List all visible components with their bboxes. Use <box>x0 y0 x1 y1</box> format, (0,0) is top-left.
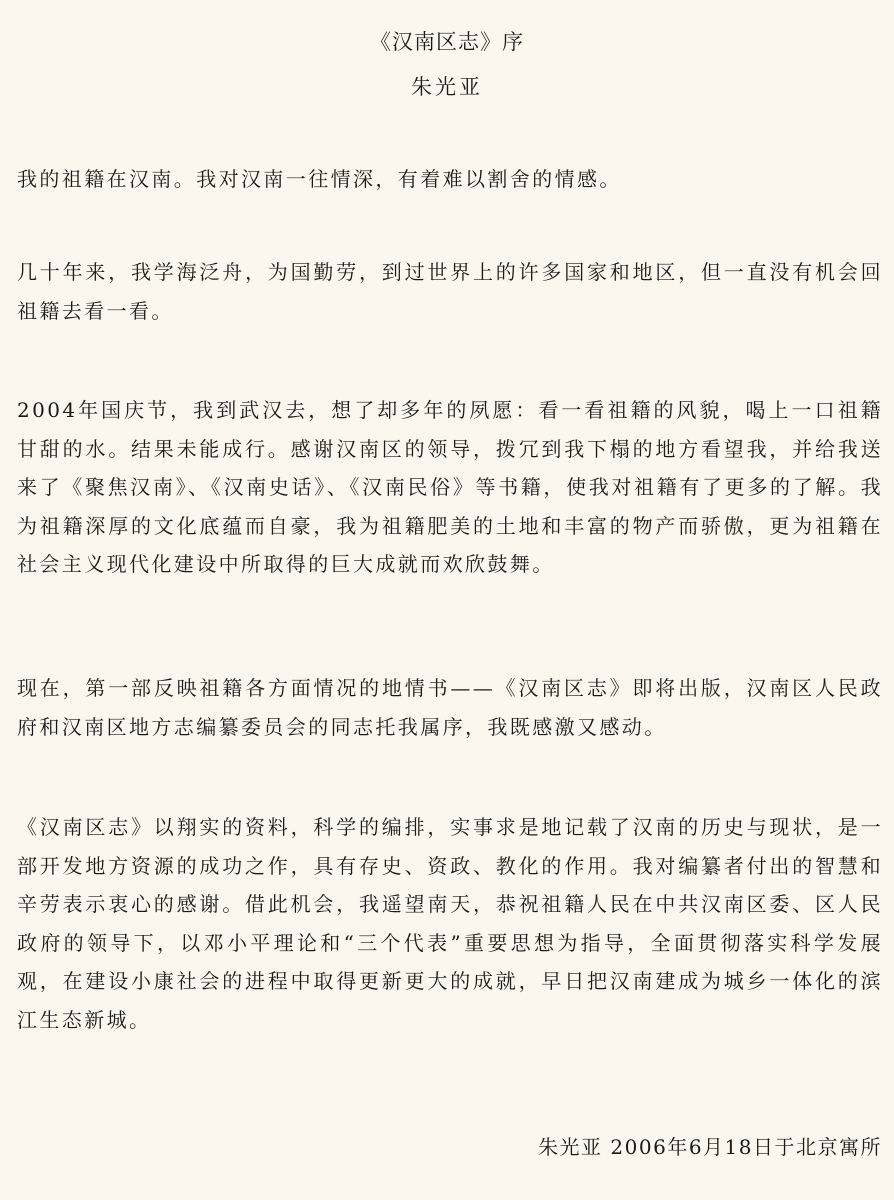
paragraph-5: 《汉南区志》以翔实的资料，科学的编排，实事求是地记载了汉南的历史与现状，是一部开发地方资源的成功之作，具有存史、资政、教化的作用。我对编纂者付出的智慧和辛劳表示衷心的感谢。借此机会，我遥望南天，恭祝祖籍人民在中共汉南区委、区人民政府的领导下，以邓小平理论和“三个代表”重要思想为指导，全面贯彻落实科学发展观，在建设小康社会的进程中取得更新更大的成就，早日把汉南建成为城乡一体化的滨江生态新城。 <box>17 815 883 1032</box>
author-name: 朱光亚 <box>411 75 483 99</box>
paragraph-2: 几十年来，我学海泛舟，为国勤劳，到过世界上的许多国家和地区，但一直没有机会回祖籍去看一看。 <box>17 260 883 323</box>
paragraph-3: 2004年国庆节，我到武汉去，想了却多年的夙愿：看一看祖籍的风貌，喝上一口祖籍甘甜的水。结果未能成行。感谢汉南区的领导，拨冗到我下榻的地方看望我，并给我送来了《聚焦汉南》、《汉南史话》、《汉南民俗》等书籍，使我对祖籍有了更多的了解。我为祖籍深厚的文化底蕴而自豪，我为祖籍肥美的土地和丰富的物产而骄傲，更为祖籍在社会主义现代化建设中所取得的巨大成就而欢欣鼓舞。 <box>17 398 883 576</box>
signature-line: 朱光亚 2006年6月18日于北京寓所 <box>538 1135 882 1159</box>
paragraph-4: 现在，第一部反映祖籍各方面情况的地情书——《汉南区志》即将出版，汉南区人民政府和汉南区地方志编纂委员会的同志托我属序，我既感激又感动。 <box>17 676 883 739</box>
document-title: 《汉南区志》序 <box>370 30 524 54</box>
paragraph-1: 我的祖籍在汉南。我对汉南一往情深，有着难以割舍的情感。 <box>17 167 622 191</box>
